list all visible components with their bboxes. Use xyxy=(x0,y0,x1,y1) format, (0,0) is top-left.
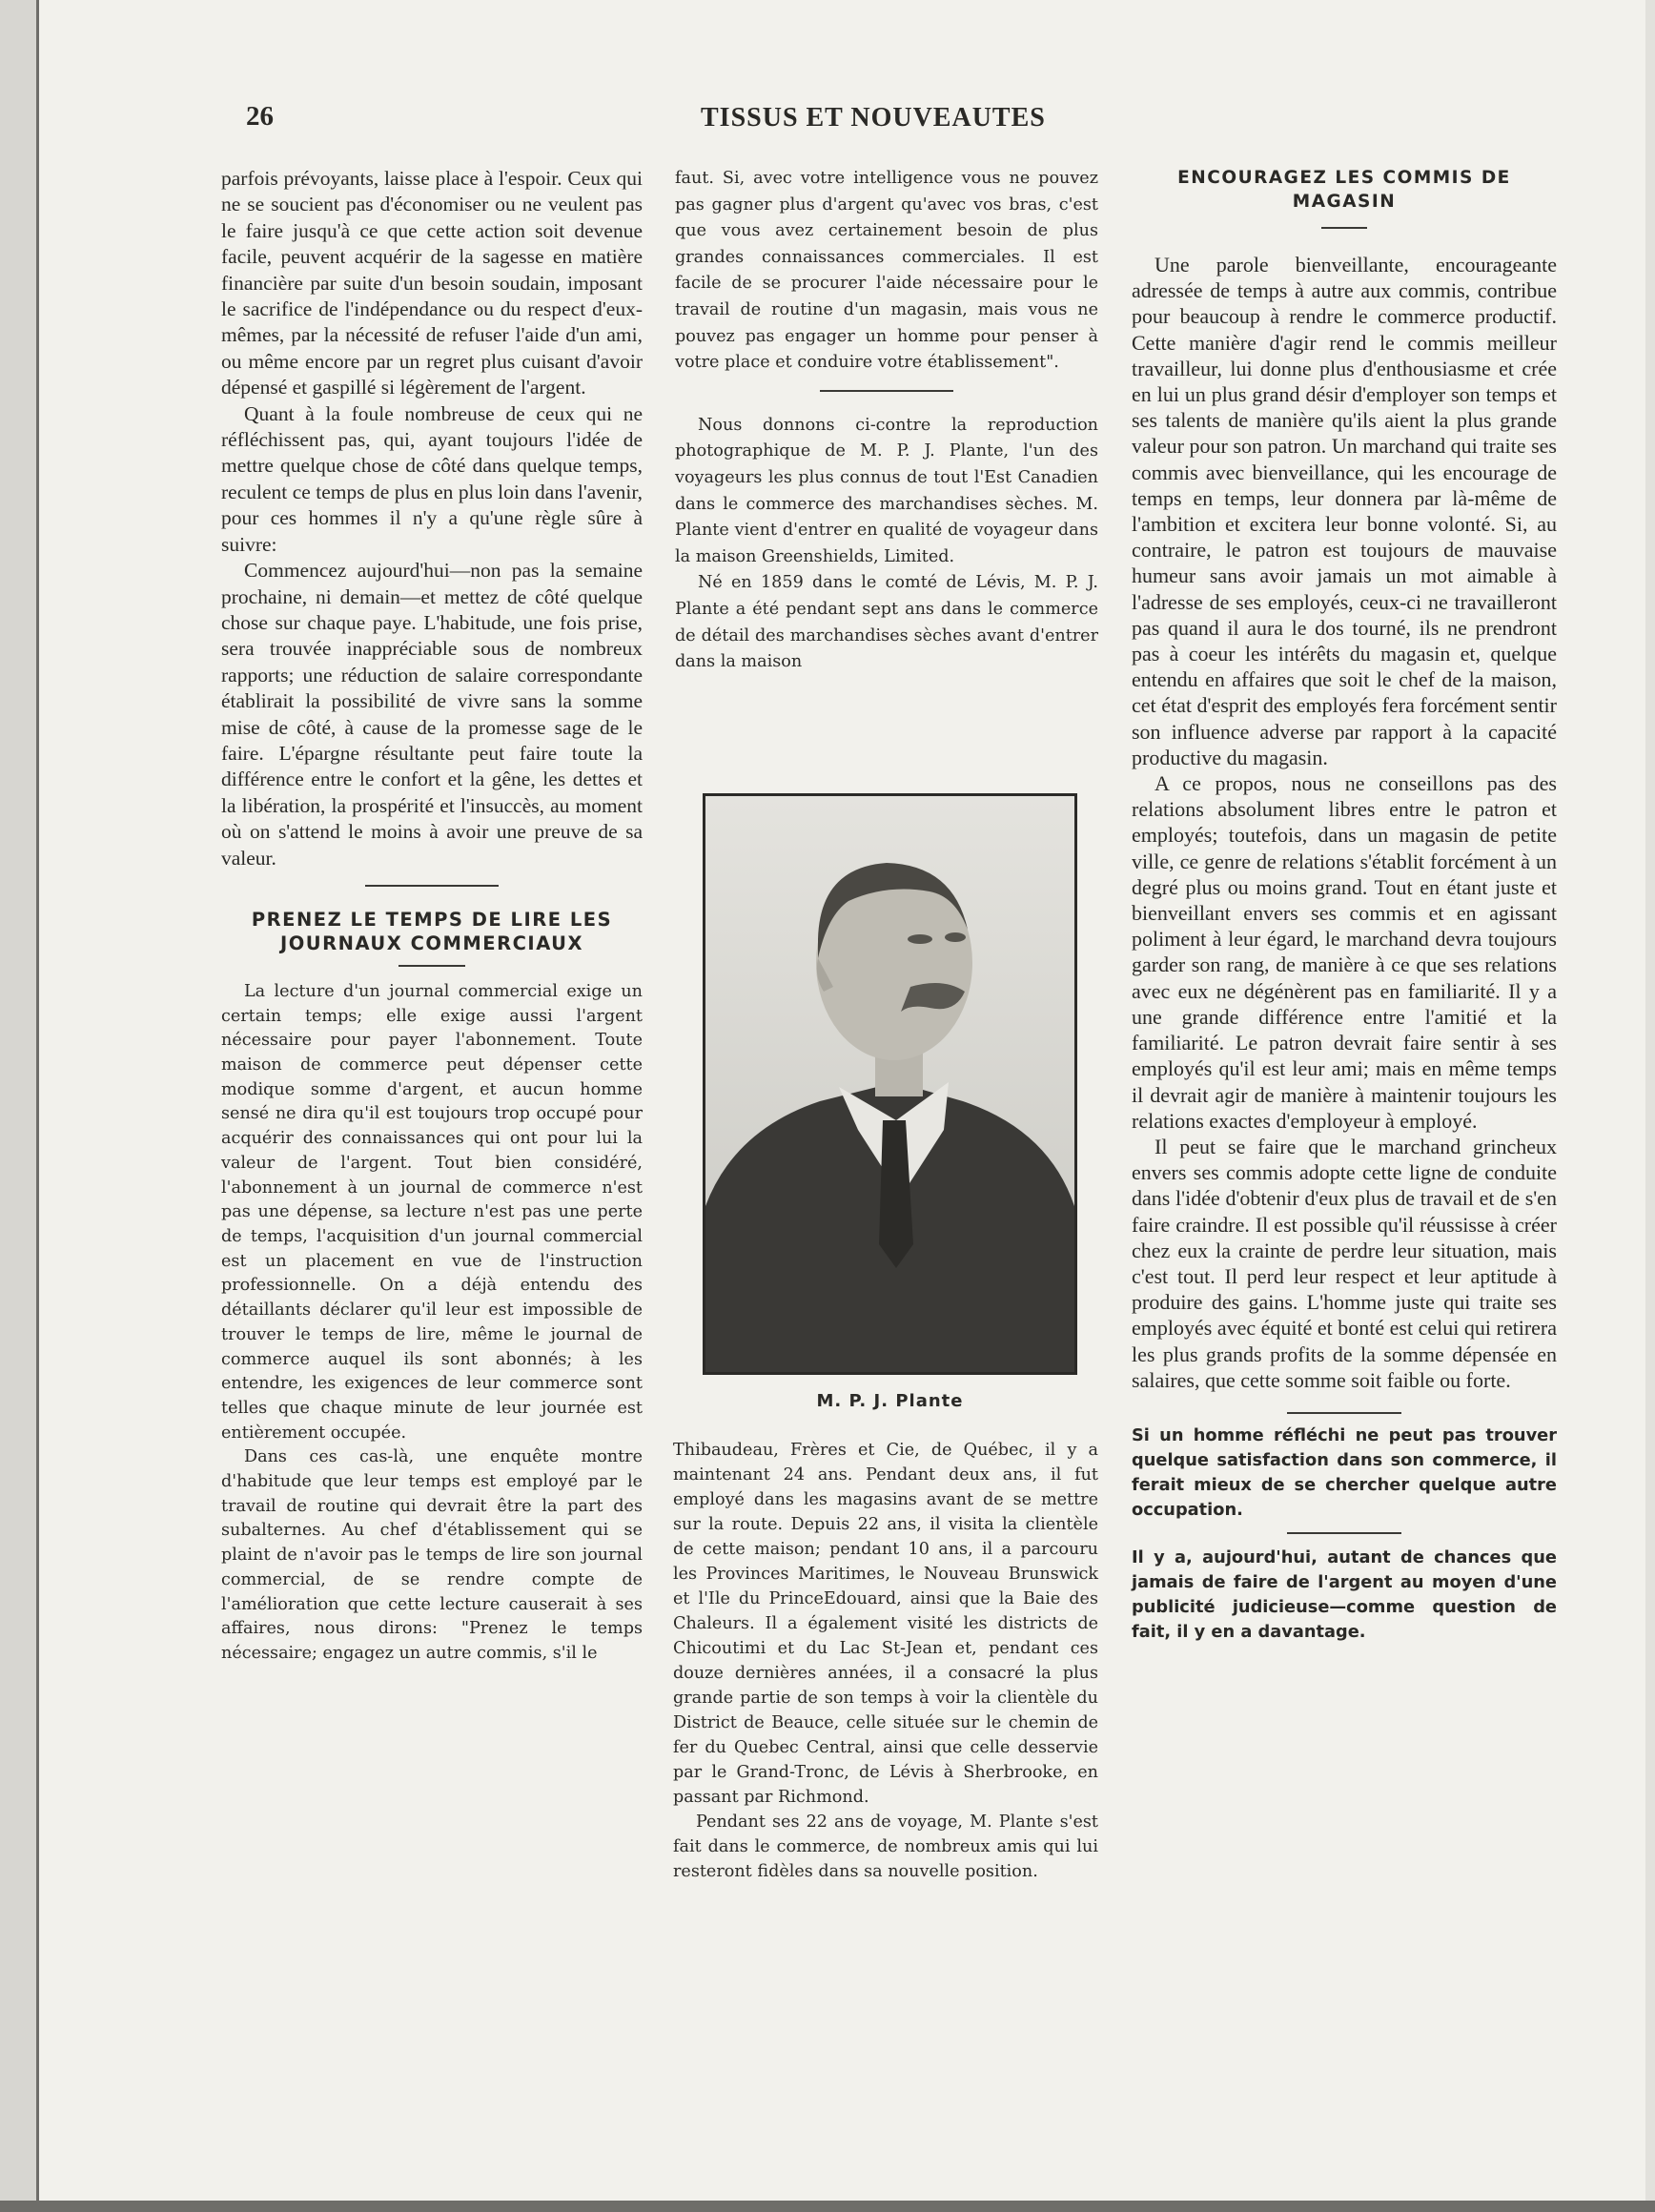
paragraph: faut. Si, avec votre intelligence vous ne pouvez pas gagner plus d'argent qu'avec vos bras, c'est que vous avez certainement besoin de plus grandes connaissances commerciales. Il est facile de se procurer l'aide nécessaire pour le travail de routine d'un magasin, mais vous ne pouvez pas engager un homme pour penser à votre place et conduire votre établissement". xyxy=(675,169,1098,373)
paragraph: Nous donnons ci-contre la reproduction photographique de M. P. J. Plante, l'un des voyageurs les plus connus de tout l'Est Canadien dans le commerce des marchandises sèches. M. Plante vient d'entrer en qualité de voyageur dans la maison Greenshields, Limited. xyxy=(675,415,1098,566)
section-divider xyxy=(1287,1532,1401,1534)
paragraph: A ce propos, nous ne conseillons pas des relations absolument libres entre le patron et employés; toutefois, dans un magasin de petite ville, ce genre de relations s'établit forcément à un degré plus ou moins grand. Tout en étant juste et bienveillant envers ses commis et en agissant poliment à leur égard, le marchand devra toujours garder son rang, de manière à ce que ses relations avec eux ne dégénèrent pas en familiarité. Il y a une grande différence entre l'amitié et la familiarité. Le patron devrait faire sentir à ses employés qu'il est leur ami; mais en même temps il devrait agir de manière à maintenir toujours les relations exactes d'employeur à employé. xyxy=(1132,771,1557,1133)
portrait-image xyxy=(705,796,1074,1372)
column-right xyxy=(1132,166,1557,1645)
paragraph: Il peut se faire que le marchand grincheux envers ses commis adopte cette ligne de conduite dans l'idée d'obtenir d'eux plus de travail et de s'en faire craindre. Il est possible qu'il réussisse à créer chez eux la crainte de perdre leur situation, mais c'est tout. Il perd leur respect et leur aptitude à produire des gains. L'homme juste qui traite ses employés avec équité et bonté est celui qui retirera les plus grands profits de la somme dépensée en salaires, que cette somme soit faible ou forte. xyxy=(1132,1134,1557,1392)
boxed-note: Si un homme réfléchi ne peut pas trouver quelque satisfaction dans son commerce, il ferait mieux de se chercher quelque autre occupation. xyxy=(1132,1424,1557,1520)
paragraph: Thibaudeau, Frères et Cie, de Québec, il y a maintenant 24 ans. Pendant deux ans, il fut employé dans les magasins avant de se mettre sur la route. Depuis 22 ans, il visita la clientèle de cette maison; pendant 10 ans, il a parcouru les Provinces Maritimes, le Nouveau Brunswick et l'Ile du PrinceEdouard, ainsi que la Baie des Chaleurs. Il a également visité les districts de Chicoutimi et du Lac St-Jean et, pendant ces douze dernières années, il a consacré la plus grande partie de son temps à voir la clientèle du District de Beauce, celle située sur le chemin de fer du Quebec Central, ainsi que celle desservie par le Grand-Tronc, de Lévis à Sherbrooke, en passant par Richmond. xyxy=(673,1441,1098,1807)
paragraph: Pendant ses 22 ans de voyage, M. Plante s'est fait dans le commerce, de nombreux amis qui lui resteront fidèles dans sa nouvelle position. xyxy=(673,1813,1098,1881)
paragraph: Quant à la foule nombreuse de ceux qui ne réfléchissent pas, qui, ayant toujours l'idée de mettre quelque chose de côté dans quelque temps, reculent ce temps de plus en plus loin dans l'avenir, pour ces hommes il n'y a qu'une règle sûre à suivre: xyxy=(221,401,643,556)
column-middle-top xyxy=(675,166,1098,676)
section-divider xyxy=(365,885,499,887)
section-heading: ENCOURAGEZ LES COMMIS DE MAGASIN xyxy=(1177,168,1511,212)
paragraph: parfois prévoyants, laisse place à l'espoir. Ceux qui ne se soucient pas d'économiser ou ne veulent pas le faire jusqu'à ce que cette action soit devenue facile, peuvent acquérir de la sagesse en matière financière par suite d'un besoin soudain, imposant le sacrifice de l'indépendance ou du respect d'eux-mêmes, par la nécessité de refuser l'aide d'un ami, ou même encore par un regret plus cuisant d'avoir dépensé et gaspillé si légèrement de l'argent. xyxy=(221,167,643,399)
paragraph: Commencez aujourd'hui—non pas la semaine prochaine, ni demain—et mettez de côté quelque chose sur chaque paye. L'habitude, une fois prise, sera trouvée inappréciable sous de nombreux rapports; une réduction de salaire correspondante établirait la possibilité de vivre sans la somme mise de côté, à cause de la promesse sage de le faire. L'épargne résultante peut faire toute la différence entre le confort et la gêne, les dettes et la libération, la prospérité et l'insuccès, au moment où on s'attend le moins à avoir une preuve de sa valeur. xyxy=(221,559,643,870)
section-divider xyxy=(1287,1412,1401,1414)
photo-caption: M. P. J. Plante xyxy=(816,1391,964,1411)
paragraph: Dans ces cas-là, une enquête montre d'habitude que leur temps est employé par le travail de routine qui devrait être la part des subalternes. Au chef d'établissement qui se plaint de n'avoir pas le temps de lire son journal commercial, de se rendre compte de l'amélioration que cette lecture causerait à ses affaires, nous dirons: "Prenez le temps nécessaire; engagez un autre commis, s'il le xyxy=(221,1447,643,1663)
boxed-note: Il y a, aujourd'hui, autant de chances que jamais de faire de l'argent au moyen d'une publicité judicieuse—comme question de fait, il y en a davantage. xyxy=(1132,1546,1557,1642)
section-divider xyxy=(820,390,953,392)
paragraph: La lecture d'un journal commercial exige un certain temps; elle exige aussi l'argent nécessaire pour payer l'abonnement. Toute maison de commerce peut dépenser cette modique somme d'argent, et aucun homme sensé ne dira qu'il est toujours trop occupé pour acquérir des connaissances qui ont pour lui la valeur de l'argent. Tout bien considéré, l'abonnement à un journal de commerce n'est pas une dépense, sa lecture n'est pas une perte de temps, l'acquisition d'un journal commercial est un placement en vue de l'instruction professionnelle. On a déjà entendu des détaillants déclarer qu'il leur est impossible de trouver le temps de lire, même le journal de commerce auquel ils sont abonnés; à les entendre, les exigences de leur commerce sont telles que chaque minute de leur journée est entièrement occupée. xyxy=(221,981,643,1443)
page-number: 26 xyxy=(246,101,274,132)
heading-rule xyxy=(398,965,465,967)
scan-margin-right xyxy=(1645,0,1655,2212)
column-left xyxy=(221,166,643,1667)
portrait-photo xyxy=(703,793,1077,1375)
scan-edge-line xyxy=(36,0,39,2212)
column-middle-bottom xyxy=(673,1438,1098,1884)
heading-rule xyxy=(1321,227,1367,229)
scan-edge-bottom xyxy=(0,2201,1655,2212)
paragraph: Une parole bienveillante, encourageante adressée de temps à autre aux commis, contribue pour beaucoup à rendre le commerce productif. Cette manière d'agir rend le commis meilleur travailleur, lui donne plus d'enthousiasme et crée en lui un plus grand désir d'employer son temps et ses talents de manière qu'ils aient la plus grande valeur pour son patron. Un marchand qui traite ses commis avec bienveillance, qui les encourage de temps en temps, leur donnera par là-même de l'ambition et excitera leur bonne volonté. Si, au contraire, le patron est toujours de mauvaise humeur sans avoir jamais un mot aimable à l'adresse de ses employés, ceux-ci ne travailleront pas quand il aura le dos tourné, ils ne prendront pas à coeur les intérêts du magasin et, quelque entendu en affaires que soit le chef de la maison, cet état d'esprit des employés fera forcément sentir son influence adverse par rapport à la capacité productive du magasin. xyxy=(1132,253,1557,769)
paragraph: Né en 1859 dans le comté de Lévis, M. P. J. Plante a été pendant sept ans dans le commerce de détail des marchandises sèches avant d'entrer dans la maison xyxy=(675,573,1098,672)
scan-margin-left xyxy=(0,0,38,2212)
section-heading: PRENEZ LE TEMPS DE LIRE LES JOURNAUX COMMERCIAUX xyxy=(251,908,613,954)
running-title: TISSUS ET NOUVEAUTES xyxy=(701,103,1046,133)
